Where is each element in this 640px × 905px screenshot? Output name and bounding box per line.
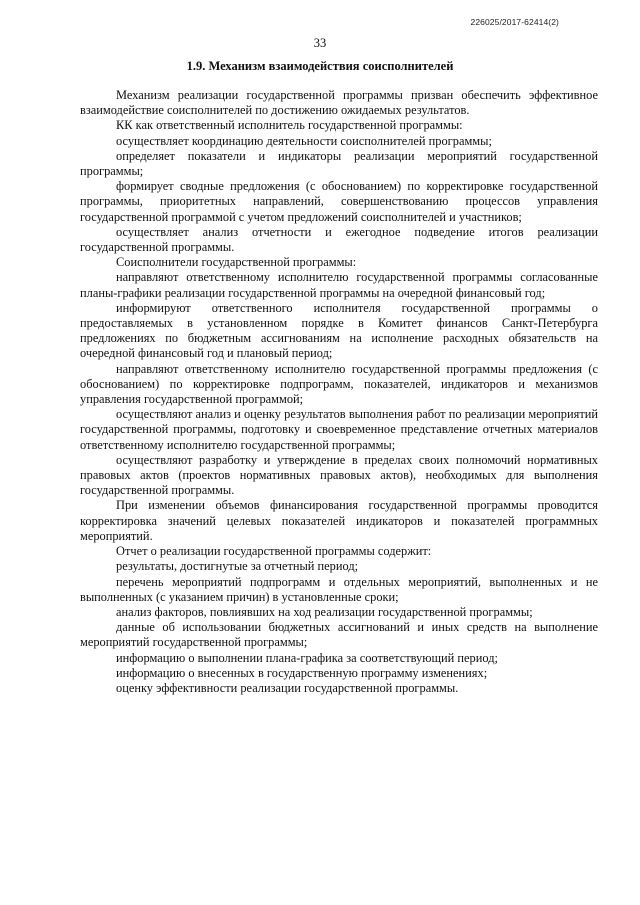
paragraph-6: осуществляет анализ отчетности и ежегодное подведение итогов реализации государственной программы.: [80, 224, 598, 255]
page-number: 33: [313, 36, 327, 50]
paragraph-11: осуществляют анализ и оценку результатов выполнения работ по реализации мероприятий государственной программы, подготовку и своевременное представление отчетных материалов ответственному исполнителю государственной программы;: [80, 407, 598, 452]
paragraph-20: информацию о внесенных в государственную программу изменениях;: [116, 665, 488, 680]
section-title: 1.9. Механизм взаимодействия соисполнителей: [186, 59, 454, 73]
paragraph-13: При изменении объемов финансирования государственной программы проводится корректировка значений целевых показателей индикаторов и показателей программных мероприятий.: [80, 498, 598, 543]
paragraph-10: направляют ответственному исполнителю государственной программы предложения (с обоснованием) по корректировке подпрограмм, показателей, индикаторов и механизмов управления государственной программой;: [80, 361, 598, 407]
paragraph-21: оценку эффективности реализации государственной программы.: [116, 680, 459, 695]
paragraph-8: направляют ответственному исполнителю государственной программы согласованные планы-графики реализации государственной программы на очередной финансовый год;: [80, 270, 598, 300]
paragraph-5: формирует сводные предложения (с обоснованием) по корректировке государственной программы, приоритетных направлений, совершенствованию процессов управления государственной программой с учетом предложений соисполнителей и участников;: [80, 179, 598, 224]
paragraph-16: перечень мероприятий подпрограмм и отдельных мероприятий, выполненных и не выполненных (с указанием причин) в установленные сроки;: [80, 574, 598, 604]
paragraph-18: данные об использовании бюджетных ассигнований и иных средств на выполнение мероприятий государственной программы;: [80, 620, 598, 650]
paragraph-17: анализ факторов, повлиявших на ход реализации государственной программы;: [116, 604, 533, 619]
paragraph-12: осуществляют разработку и утверждение в пределах своих полномочий нормативных правовых актов (проектов нормативных правовых актов), необходимых для выполнения государственной программы.: [80, 452, 598, 498]
paragraph-2: КК как ответственный исполнитель государственной программы:: [116, 118, 463, 133]
paragraph-3: осуществляет координацию деятельности соисполнителей программы;: [116, 133, 492, 148]
paragraph-15: результаты, достигнутые за отчетный период;: [116, 559, 359, 574]
paragraph-14: Отчет о реализации государственной программы содержит:: [116, 544, 432, 559]
paragraph-9: информируют ответственного исполнителя государственной программы о предоставляемых в установленном порядке в Комитет финансов Санкт-Петербурга предложениях по бюджетным ассигнованиям на исполнение расходных обязательств на очередной финансовый год и плановый период;: [80, 300, 598, 361]
paragraph-19: информацию о выполнении плана-графика за соответствующий период;: [116, 650, 498, 665]
paragraph-4: определяет показатели и индикаторы реализации мероприятий государственной программы;: [80, 148, 598, 179]
document-id: 226025/2017-62414(2): [470, 17, 559, 27]
paragraph-1: Механизм реализации государственной программы призван обеспечить эффективное взаимодействие соисполнителей по достижению ожидаемых результатов.: [80, 88, 598, 118]
paragraph-7: Соисполнители государственной программы:: [116, 255, 357, 270]
document-body: [80, 88, 598, 696]
